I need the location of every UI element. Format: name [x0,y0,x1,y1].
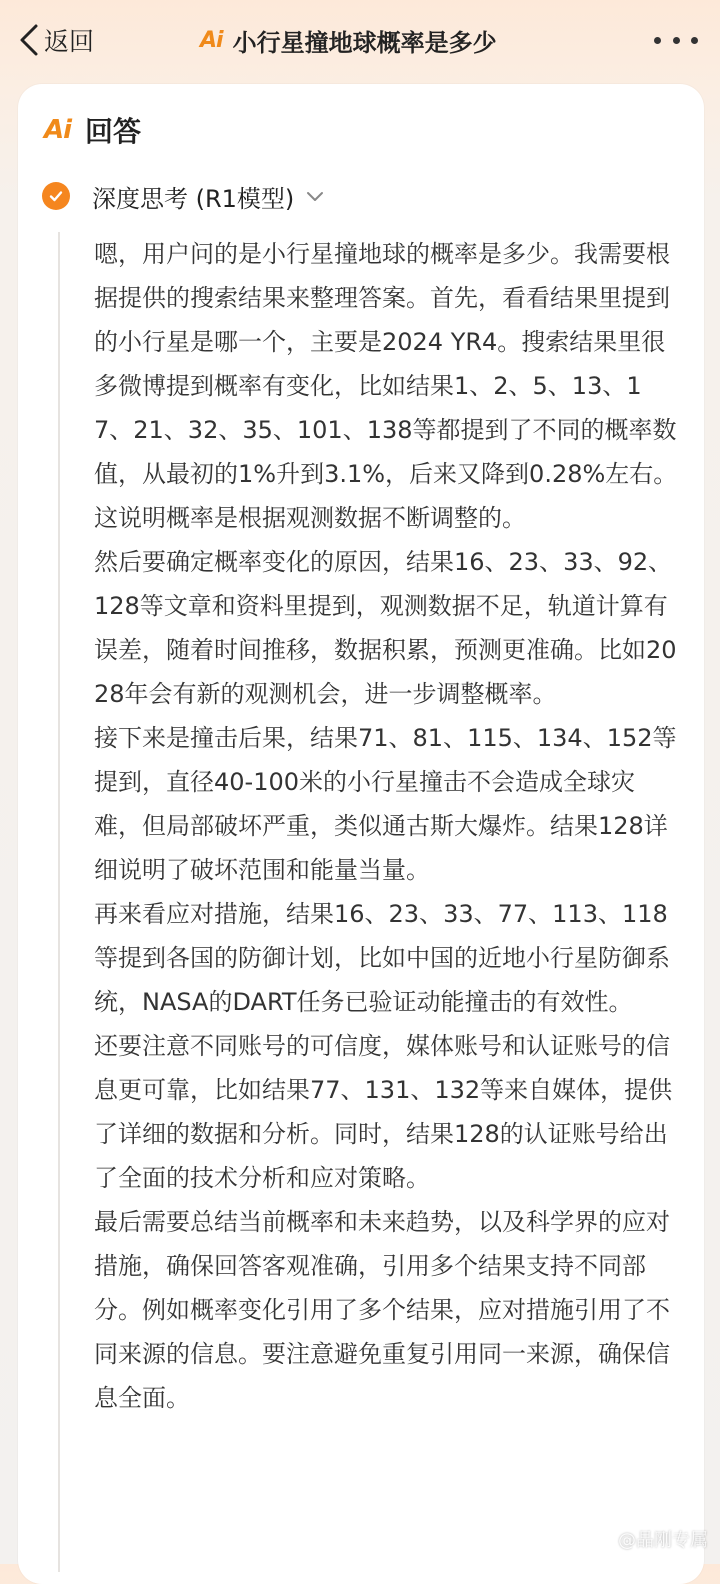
page-title-group [200,20,497,60]
answer-title: 回答 [85,115,142,148]
top-bar [0,0,720,80]
thinking-content [94,232,680,1420]
watermark [590,1526,708,1552]
thinking-divider-line [58,232,60,1572]
more-dots-icon [654,37,661,44]
thinking-paragraph: 接下来是撞击后果，结果71、81、115、134、152等提到，直径40-100米的小行星撞击不会造成全球灾难，但局部破坏严重，类似通古斯大爆炸。结果128详细说明了破坏范围和能量当量。 [94,724,677,884]
ai-logo-icon: Ai [44,115,72,145]
thinking-paragraph: 最后需要总结当前概率和未来趋势，以及科学界的应对措施，确保回答客观准确，引用多个结果支持不同部分。例如概率变化引用了多个结果，应对措施引用了不同来源的信息。要注意避免重复引用同一来源，确保信息全面。 [94,1208,670,1412]
watermark-text: @晶刚专属 [618,1530,708,1551]
thinking-paragraph: 嗯，用户问的是小行星撞地球的概率是多少。我需要根据提供的搜索结果来整理答案。首先，看看结果里提到的小行星是哪一个，主要是2024 YR4。搜索结果里很多微博提到概率有变化，比如结果1、2、5、13、17、21、32、35、101、138等都提到了不同的概率数值，从最初的1%升到3.1%，后来又降到0.28%左右。这说明概率是根据观测数据不断调整的。 [94,240,678,532]
more-dots-icon [673,37,680,44]
answer-card [18,84,704,1584]
answer-header [44,110,141,150]
more-dots-icon [691,37,698,44]
back-label: 返回 [44,27,95,56]
deep-thinking-label: 深度思考 (R1模型) [92,184,295,213]
page-title: 小行星撞地球概率是多少 [232,28,497,57]
thinking-paragraph: 还要注意不同账号的可信度，媒体账号和认证账号的信息更可靠，比如结果77、131、132等来自媒体，提供了详细的数据和分析。同时，结果128的认证账号给出了全面的技术分析和应对策略。 [94,1032,673,1192]
thinking-paragraph: 然后要确定概率变化的原因，结果16、23、33、92、128等文章和资料里提到，观测数据不足，轨道计算有误差，随着时间推移，数据积累，预测更准确。比如2028年会有新的观测机会，进一步调整概率。 [94,548,677,708]
back-button[interactable] [18,20,94,60]
check-circle-icon [42,182,70,210]
chevron-down-icon [306,190,324,202]
more-options-button[interactable] [654,28,698,52]
weibo-icon [590,1530,612,1548]
chevron-left-icon [18,23,40,57]
deep-thinking-toggle[interactable] [42,176,324,216]
ai-logo-icon: Ai [200,27,223,53]
thinking-paragraph: 再来看应对措施，结果16、23、33、77、113、118等提到各国的防御计划，比如中国的近地小行星防御系统，NASA的DART任务已验证动能撞击的有效性。 [94,900,670,1016]
